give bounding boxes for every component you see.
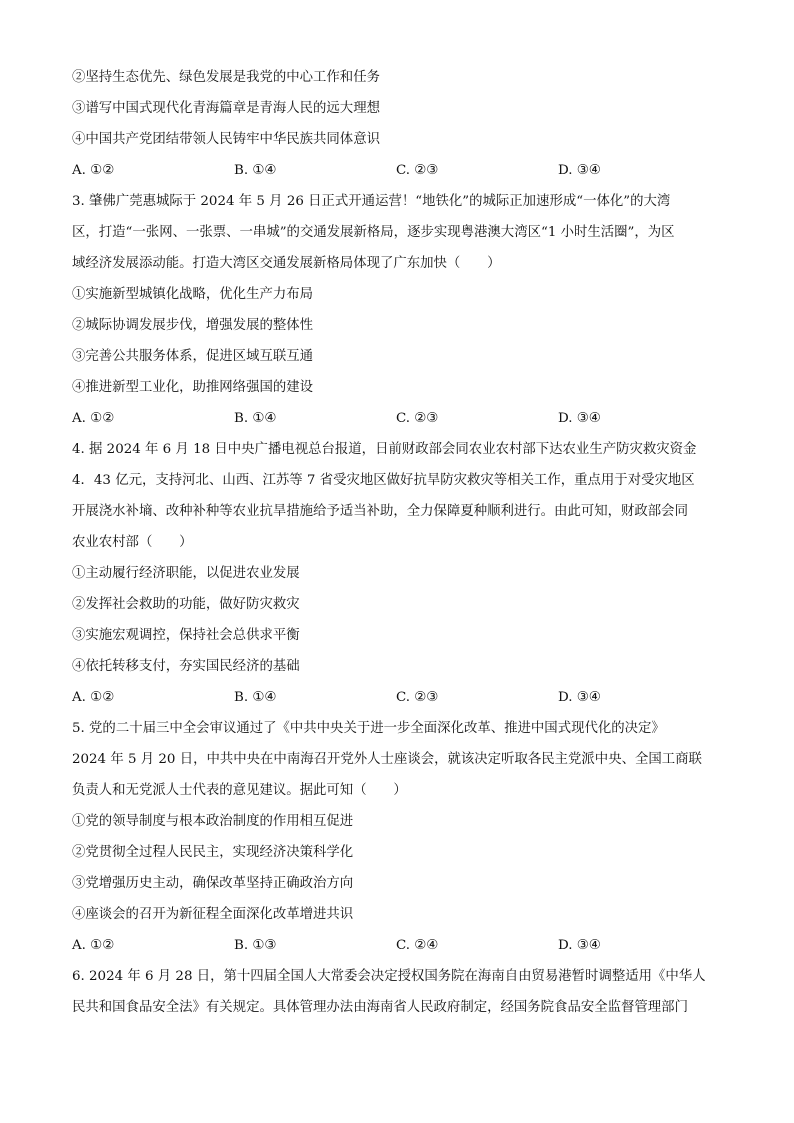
question-3 [72,186,724,434]
q4-stem-line-3: 开展浇水补墒、改种补种等农业抗旱措施给予适当补助，全力保障夏种顺利进行。由此可知，财政部会同 [72,504,688,519]
q3-item-4: ④推进新型工业化，助推网络强国的建设 [72,380,314,395]
q3-option-d: D. ③④ [558,411,601,426]
q3-options [72,403,724,434]
question-5 [72,713,724,961]
q5-item-2: ②党贯彻全过程人民民主，实现经济决策科学化 [72,845,354,860]
q4-stem-line-2: 4．43 亿元，支持河北、山西、江苏等 7 省受灾地区做好抗旱防灾救灾等相关工作，重点用于对受灾地区 [72,473,695,488]
q2-item-4: ④中国共产党团结带领人民铸牢中华民族共同体意识 [72,132,380,147]
q4-item-2: ②发挥社会救助的功能，做好防灾救灾 [72,597,300,612]
q3-stem-line-3: 域经济发展添动能。打造大湾区交通发展新格局体现了广东加快（ ） [72,256,501,271]
q2-options [72,155,724,186]
q5-option-a: A. ①② [72,938,115,953]
exam-page [72,62,724,1023]
q4-item-1: ①主动履行经济职能，以促进农业发展 [72,566,300,581]
q5-item-3: ③党增强历史主动，确保改革坚持正确政治方向 [72,876,354,891]
q5-option-d: D. ③④ [558,938,601,953]
q4-options [72,682,724,713]
q4-option-c: C. ②③ [396,690,439,705]
q5-option-c: C. ②④ [396,938,439,953]
q5-options [72,930,724,961]
q5-stem-line-2: 2024 年 5 月 20 日，中共中央在中南海召开党外人士座谈会，就该决定听取各民主党派中央、全国工商联 [72,752,702,767]
q2-option-d: D. ③④ [558,163,601,178]
q4-item-4: ④依托转移支付，夯实国民经济的基础 [72,659,300,674]
q4-item-3: ③实施宏观调控，保持社会总供求平衡 [72,628,300,643]
q3-option-c: C. ②③ [396,411,439,426]
q3-option-b: B. ①④ [234,411,277,426]
q4-option-a: A. ①② [72,690,115,705]
q3-option-a: A. ①② [72,411,115,426]
q4-option-d: D. ③④ [558,690,601,705]
q5-item-1: ①党的领导制度与根本政治制度的作用相互促进 [72,814,354,829]
q2-option-a: A. ①② [72,163,115,178]
q3-item-1: ①实施新型城镇化战略，优化生产力布局 [72,287,314,302]
q5-option-b: B. ①③ [234,938,277,953]
q3-stem-line-1: 3. 肇佛广莞惠城际于 2024 年 5 月 26 日正式开通运营！“地铁化”的城际正加速形成“一体化”的大湾 [72,194,671,209]
q4-stem-line-4: 农业农村部（ ） [72,535,193,550]
q3-stem-line-2: 区，打造“一张网、一张票、一串城”的交通发展新格局，逐步实现粤港澳大湾区“1 小时生活圈”，为区 [72,225,675,240]
q3-item-3: ③完善公共服务体系，促进区域互联互通 [72,349,314,364]
q2-item-2: ②坚持生态优先、绿色发展是我党的中心工作和任务 [72,70,380,85]
q5-stem-line-1: 5. 党的二十届三中全会审议通过了《中共中央关于进一步全面深化改革、推进中国式现代化的决定》 [72,721,665,736]
q2-item-3: ③谱写中国式现代化青海篇章是青海人民的远大理想 [72,101,380,116]
q6-stem-line-2: 民共和国食品安全法》有关规定。具体管理办法由海南省人民政府制定，经国务院食品安全监督管理部门 [72,1000,688,1015]
question-4 [72,434,724,713]
q3-item-2: ②城际协调发展步伐，增强发展的整体性 [72,318,314,333]
q2-option-c: C. ②③ [396,163,439,178]
q6-stem-line-1: 6. 2024 年 6 月 28 日，第十四届全国人大常委会决定授权国务院在海南自由贸易港暂时调整适用《中华人 [72,969,706,984]
question-2-continued [72,62,724,186]
question-6 [72,961,724,1023]
q4-stem-line-1: 4. 据 2024 年 6 月 18 日中央广播电视总台报道，日前财政部会同农业农村部下达农业生产防灾救灾资金 [72,442,697,457]
q5-item-4: ④座谈会的召开为新征程全面深化改革增进共识 [72,907,354,922]
q4-option-b: B. ①④ [234,690,277,705]
q5-stem-line-3: 负责人和无党派人士代表的意见建议。据此可知（ ） [72,783,407,798]
q2-option-b: B. ①④ [234,163,277,178]
